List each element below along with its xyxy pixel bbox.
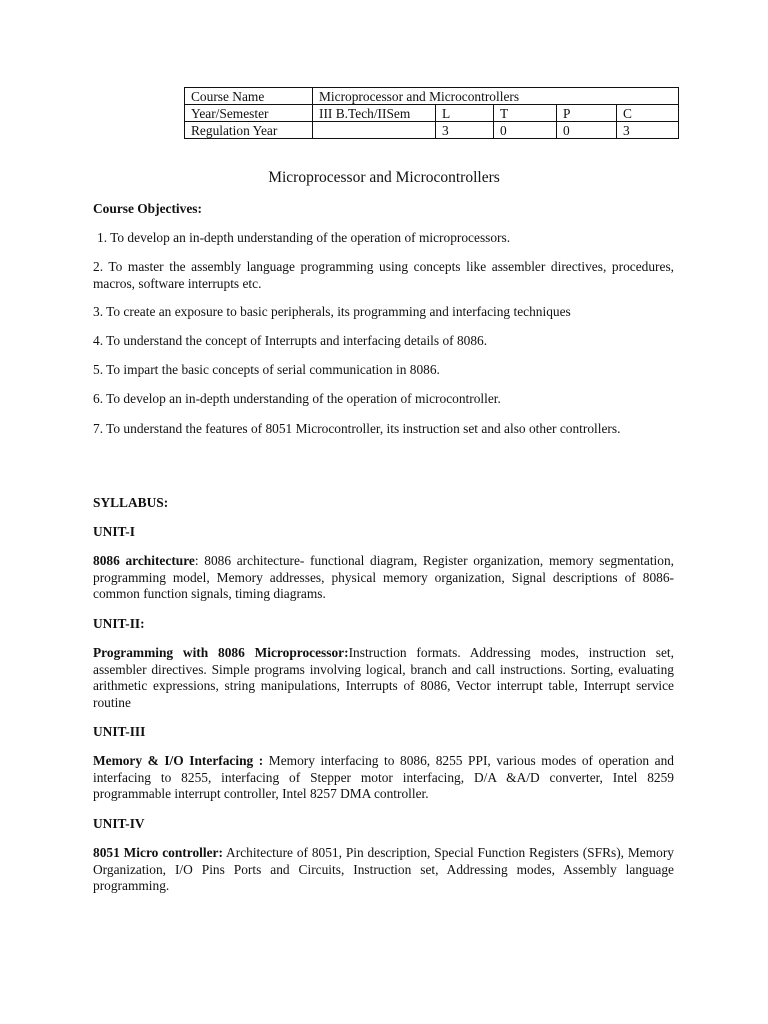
unit-4-topic: 8051 Micro controller:	[93, 845, 223, 860]
regulation-year-row	[185, 122, 679, 139]
unit-1-topic: 8086 architecture	[93, 553, 195, 568]
year-semester-value: III B.Tech/IISem	[313, 105, 436, 122]
ltpc-header-p: P	[557, 105, 617, 122]
objective-item: 7. To understand the features of 8051 Microcontroller, its instruction set and also other controllers.	[93, 421, 621, 436]
ltpc-value-l: 3	[436, 122, 494, 139]
unit-4-content	[93, 845, 674, 895]
ltpc-value-c: 3	[617, 122, 679, 139]
unit-2-topic: Programming with 8086 Microprocessor:	[93, 645, 349, 660]
course-name-label: Course Name	[185, 88, 313, 105]
objective-item: 4. To understand the concept of Interrupts and interfacing details of 8086.	[93, 333, 488, 348]
unit-4-label: UNIT-IV	[93, 816, 145, 831]
objective-item: 3. To create an exposure to basic peripherals, its programming and interfacing techniques	[93, 304, 571, 319]
objective-item: 5. To impart the basic concepts of serial communication in 8086.	[93, 362, 440, 377]
unit-2-label: UNIT-II:	[93, 616, 145, 631]
year-semester-row	[185, 105, 679, 122]
unit-2-content	[93, 645, 674, 711]
objective-item: 6. To develop an in-depth understanding of the operation of microcontroller.	[93, 391, 501, 406]
unit-2-text: Instruction formats. Addressing modes, instruction set, assembler directives. Simple programs involving logical, branch and call instructions. Sorting, evaluating arithmetic expressions, string manipulations, Interrupts of 8086, Vector interrupt table, Interrupt service routine	[93, 645, 675, 710]
course-info-table	[184, 87, 679, 139]
unit-3-text: Memory interfacing to 8086, 8255 PPI, various modes of operation and interfacing to 8255, interfacing of Stepper motor interfacing, D/A &A/D converter, Intel 8259 programmable interrupt controller, Intel 8257 DMA controller.	[93, 753, 674, 801]
objectives-heading: Course Objectives:	[93, 201, 202, 216]
syllabus-heading: SYLLABUS:	[93, 495, 169, 510]
ltpc-header-t: T	[494, 105, 557, 122]
ltpc-value-p: 0	[557, 122, 617, 139]
objective-item: 2. To master the assembly language programming using concepts like assembler directives, procedures, macros, software interrupts etc.	[93, 259, 674, 291]
document-title: Microprocessor and Microcontrollers	[268, 169, 500, 186]
year-semester-label: Year/Semester	[185, 105, 313, 122]
unit-4-text: Architecture of 8051, Pin description, Special Function Registers (SFRs), Memory Organization, I/O Pins Ports and Circuits, Instruction set, Addressing modes, Assembly language programming.	[93, 845, 674, 893]
course-name-value: Microprocessor and Microcontrollers	[313, 88, 679, 105]
regulation-year-value	[313, 122, 436, 139]
unit-1-content	[93, 553, 674, 603]
ltpc-value-t: 0	[494, 122, 557, 139]
unit-3-label: UNIT-III	[93, 724, 146, 739]
unit-1-label: UNIT-I	[93, 524, 135, 539]
regulation-year-label: Regulation Year	[185, 122, 313, 139]
unit-3-topic: Memory & I/O Interfacing :	[93, 753, 264, 768]
ltpc-header-l: L	[436, 105, 494, 122]
objective-item: 1. To develop an in-depth understanding of the operation of microprocessors.	[97, 230, 511, 245]
unit-3-content	[93, 753, 674, 803]
ltpc-header-c: C	[617, 105, 679, 122]
course-name-row	[185, 88, 679, 105]
unit-1-text: : 8086 architecture- functional diagram, Register organization, memory segmentation, programming model, Memory addresses, physical memory organization, Signal descriptions of 8086-common function signals, timing diagrams.	[93, 553, 674, 601]
